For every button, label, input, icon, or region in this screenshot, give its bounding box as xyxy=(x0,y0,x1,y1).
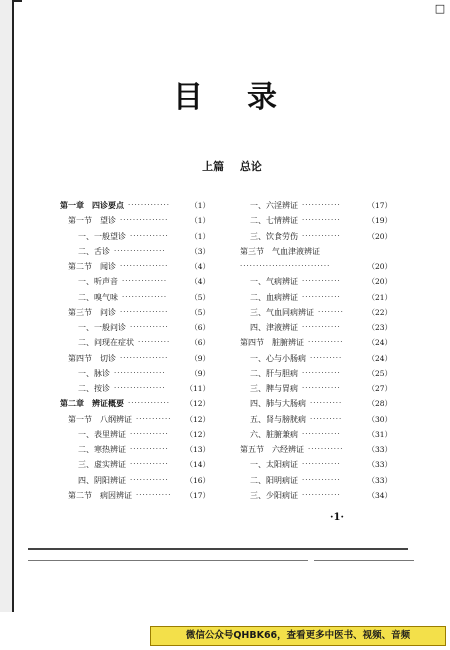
toc-entry-title: 二、寒热辨证 xyxy=(78,445,126,454)
toc-entry xyxy=(232,396,392,411)
toc-entry-title: 二、舌诊 xyxy=(78,246,110,256)
toc-entry-page: （16） xyxy=(185,475,210,485)
toc-entry-page: （9） xyxy=(190,353,210,363)
toc-entry-page: （33） xyxy=(367,460,392,470)
toc-entry-title: 四、阴阳辨证 xyxy=(78,475,126,485)
toc-entry-page: （25） xyxy=(367,368,392,378)
toc-entry-title: 第二节 病因辨证 xyxy=(68,490,132,500)
toc-entry xyxy=(232,351,392,366)
toc-leader-dots: ············ xyxy=(130,475,169,484)
toc-entry xyxy=(60,320,210,335)
toc-entry-page: （6） xyxy=(190,338,210,348)
toc-entry-page: （30） xyxy=(367,414,392,424)
toc-entry-title: 第一章 四诊要点 xyxy=(60,200,124,210)
toc-leader-dots: ············ xyxy=(302,292,341,301)
toc-entry xyxy=(232,274,392,289)
toc-leader-dots: ··············· xyxy=(120,262,169,270)
toc-entry-page: （20） xyxy=(367,231,392,241)
toc-entry-title: 二、血病辨证 xyxy=(250,292,298,302)
toc-entry xyxy=(232,427,392,442)
toc-entry-title: 三、饮食劳伤 xyxy=(250,231,298,241)
toc-entry-title: 第三节 气血津液辨证 xyxy=(240,246,320,256)
toc-entry-title: 三、少阳病证 xyxy=(250,490,298,500)
toc-entry-title: 二、嗅气味 xyxy=(78,292,118,302)
toc-entry-title: 二、问现在症状 xyxy=(78,338,134,348)
toc-entry-title: 二、肝与胆病 xyxy=(250,368,298,378)
toc-entry-title: 六、脏腑兼病 xyxy=(250,429,298,439)
toc-leader-dots: ············ xyxy=(130,231,169,240)
toc-entry xyxy=(60,351,210,366)
scan-rule-thin xyxy=(314,560,414,561)
toc-entry-page: （27） xyxy=(367,384,392,393)
toc-entry xyxy=(232,198,392,213)
toc-leader-dots: ·············· xyxy=(122,277,168,286)
page-title: 目录 xyxy=(173,80,321,115)
toc-entry-title: 一、气病辨证 xyxy=(250,277,298,287)
toc-leader-dots: ············ xyxy=(130,323,169,331)
toc-entry xyxy=(232,473,392,488)
toc-entry-title: 三、脾与胃病 xyxy=(250,384,298,393)
toc-entry xyxy=(60,427,210,442)
toc-entry xyxy=(232,213,392,228)
toc-entry-page: （3） xyxy=(190,246,210,256)
toc-leader-dots: ············· xyxy=(128,399,170,408)
toc-entry-page: （20） xyxy=(367,262,392,271)
toc-entry-title: 第三节 问诊 xyxy=(68,307,116,317)
toc-leader-dots: ············· xyxy=(128,201,170,209)
toc-entry-title: 一、太阳病证 xyxy=(250,460,298,470)
toc-entry-title: 二、阳明病证 xyxy=(250,475,298,485)
toc-entry-title: 一、一般望诊 xyxy=(78,231,126,241)
toc-entry xyxy=(60,244,210,259)
toc-entry xyxy=(232,229,392,244)
toc-entry-title: 第二章 辨证概要 xyxy=(60,398,124,409)
toc-entry-title: 一、表里辨证 xyxy=(78,429,126,439)
toc-entry xyxy=(232,412,392,427)
toc-entry xyxy=(60,290,210,305)
toc-leader-dots: ··········· xyxy=(308,338,344,347)
toc-entry xyxy=(232,488,392,503)
toc-entry xyxy=(60,488,210,503)
toc-leader-dots: ············ xyxy=(302,323,341,331)
part-heading xyxy=(14,158,450,174)
toc-entry-page: （17） xyxy=(367,201,392,210)
toc-entry xyxy=(60,412,210,427)
toc-leader-dots: ············ xyxy=(302,429,341,438)
toc-leader-dots: ················ xyxy=(114,368,166,377)
toc-entry-title: 第四节 切诊 xyxy=(68,353,116,363)
toc-page xyxy=(14,0,450,612)
toc-leader-dots: ················ xyxy=(114,246,166,255)
part-name: 总论 xyxy=(239,160,262,173)
toc-entry-page: （21） xyxy=(367,292,392,302)
toc-entry-title: 一、一般问诊 xyxy=(78,323,126,332)
toc-entry-page: （1） xyxy=(190,216,210,226)
toc-entry-title: 三、气血同病辨证 xyxy=(250,307,314,317)
toc-entry-page: （12） xyxy=(185,399,210,409)
toc-entry-title: 一、脉诊 xyxy=(78,368,110,378)
toc-entry xyxy=(232,366,392,381)
toc-entry-title: 第五节 六经辨证 xyxy=(240,445,304,454)
toc-entry-title: 二、七情辨证 xyxy=(250,216,298,226)
toc-entry xyxy=(60,335,210,350)
toc-entry xyxy=(232,335,392,350)
toc-leader-dots: ··········· xyxy=(308,445,344,453)
toc-entry-title: 第一节 望诊 xyxy=(68,216,116,226)
toc-entry xyxy=(60,229,210,244)
toc-entry-page: （4） xyxy=(190,277,210,287)
toc-entry xyxy=(232,244,392,259)
toc-leader-dots: ············ xyxy=(302,216,341,225)
toc-entry xyxy=(60,198,210,213)
toc-entry-title: 三、虚实辨证 xyxy=(78,460,126,470)
toc-entry xyxy=(232,320,392,335)
toc-entry xyxy=(60,442,210,457)
toc-entry-title: 第二节 闻诊 xyxy=(68,262,116,271)
toc-leader-dots: ··············· xyxy=(120,216,169,225)
toc-entry xyxy=(232,290,392,305)
scan-left-border xyxy=(0,0,14,612)
toc-entry-page: （11） xyxy=(185,384,210,393)
toc-entry-page: （24） xyxy=(367,338,392,348)
toc-entry-title: 一、六淫辨证 xyxy=(250,201,298,210)
toc-leader-dots: ··········· xyxy=(136,414,172,423)
toc-leader-dots: ············ xyxy=(302,475,341,484)
toc-entry-title: 四、津液辨证 xyxy=(250,323,298,332)
toc-leader-dots: ··············· xyxy=(120,353,169,362)
toc-leader-dots: ·········· xyxy=(310,399,343,408)
toc-leader-dots: ·········· xyxy=(310,414,343,423)
toc-entry-page: （17） xyxy=(185,490,210,500)
toc-entry-title: 第四节 脏腑辨证 xyxy=(240,338,304,348)
toc-leader-dots: ············ xyxy=(302,460,341,469)
toc-entry-page: （34） xyxy=(367,490,392,500)
toc-left-column xyxy=(60,198,210,503)
toc-entry-page: （28） xyxy=(367,399,392,409)
toc-entry-page: （5） xyxy=(190,292,210,302)
toc-leader-dots: ············ xyxy=(130,429,169,438)
toc-entry-page: （13） xyxy=(185,445,210,454)
toc-entry-page: （5） xyxy=(190,307,210,317)
toc-entry-page: （22） xyxy=(367,307,392,317)
page-number: ·1· xyxy=(330,512,344,523)
toc-entry-title: 第一节 八纲辨证 xyxy=(68,414,132,424)
wechat-banner: 微信公众号QHBK66，查看更多中医书、视频、音频 xyxy=(150,626,446,646)
toc-entry-page: （12） xyxy=(185,429,210,439)
toc-entry-title: 四、肺与大肠病 xyxy=(250,399,306,409)
toc-entry-page: （23） xyxy=(367,323,392,332)
corner-mark: □ xyxy=(434,2,446,15)
toc-entry-title: 五、肾与膀胱病 xyxy=(250,414,306,424)
toc-entry xyxy=(60,381,210,396)
toc-entry xyxy=(232,259,392,274)
toc-entry-page: （4） xyxy=(190,262,210,271)
toc-entry xyxy=(60,213,210,228)
toc-entry-page: （1） xyxy=(190,201,210,210)
toc-entry xyxy=(60,274,210,289)
toc-entry-page: （1） xyxy=(190,231,210,241)
scan-rule xyxy=(28,548,408,550)
toc-leader-dots: ················ xyxy=(114,384,166,392)
toc-entry xyxy=(60,366,210,381)
toc-leader-dots: ··········· xyxy=(136,490,172,499)
toc-entry-page: （19） xyxy=(367,216,392,226)
toc-entry-page: （12） xyxy=(185,414,210,424)
toc-leader-dots: ············ xyxy=(130,460,169,469)
toc-leader-dots: ··············· xyxy=(120,307,169,316)
toc-entry-page: （6） xyxy=(190,323,210,332)
toc-leader-dots: ·········· xyxy=(138,338,171,347)
toc-entry-page: （24） xyxy=(367,353,392,363)
toc-leader-dots: ············ xyxy=(302,231,341,240)
toc-entry-page: （33） xyxy=(367,475,392,485)
part-label: 上篇 xyxy=(202,160,225,173)
toc-right-column xyxy=(232,198,392,503)
toc-entry xyxy=(232,381,392,396)
toc-leader-dots: ········ xyxy=(318,307,344,316)
toc-entry-title: 二、按诊 xyxy=(78,384,110,393)
toc-entry-page: （14） xyxy=(185,460,210,470)
toc-entry-title: 一、心与小肠病 xyxy=(250,353,306,363)
toc-leader-dots: ···························· xyxy=(240,262,331,270)
toc-leader-dots: ·········· xyxy=(310,353,343,362)
toc-leader-dots: ············ xyxy=(302,277,341,286)
scan-rule-thin xyxy=(28,560,308,561)
toc-entry xyxy=(60,396,210,411)
toc-leader-dots: ············ xyxy=(130,445,169,453)
toc-entry xyxy=(60,259,210,274)
toc-entry xyxy=(232,442,392,457)
toc-entry xyxy=(60,305,210,320)
toc-entry xyxy=(232,457,392,472)
toc-entry xyxy=(60,473,210,488)
toc-entry-page: （33） xyxy=(367,445,392,454)
toc-entry xyxy=(60,457,210,472)
toc-entry-page: （31） xyxy=(367,429,392,439)
toc-leader-dots: ············ xyxy=(302,201,341,209)
toc-entry-title: 一、听声音 xyxy=(78,277,118,287)
toc-leader-dots: ·············· xyxy=(122,292,168,301)
toc-entry-page: （9） xyxy=(190,368,210,378)
toc-leader-dots: ············ xyxy=(302,368,341,377)
toc-entry xyxy=(232,305,392,320)
toc-entry-page: （20） xyxy=(367,277,392,287)
toc-leader-dots: ············ xyxy=(302,490,341,499)
toc-leader-dots: ············ xyxy=(302,384,341,392)
